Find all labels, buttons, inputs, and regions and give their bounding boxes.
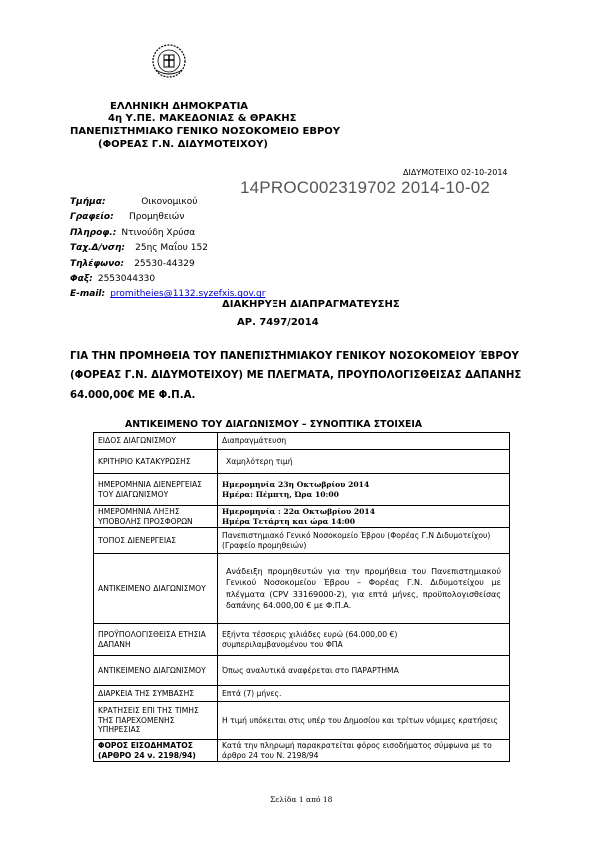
- contact-label: Τηλέφωνο:: [70, 258, 125, 269]
- place-date: ΔΙΔΥΜΟΤΕΙΧΟ 02-10-2014: [403, 168, 508, 177]
- contact-row: [70, 239, 265, 254]
- subject-line: 64.000,00€ ΜΕ Φ.Π.Α.: [70, 390, 196, 401]
- row-value-line: άρθρο 24 του Ν. 2198/94: [222, 750, 319, 760]
- table-row: [94, 656, 510, 686]
- table-row: [94, 554, 510, 624]
- protocol-stamp: 14PROC002319702 2014-10-02: [240, 178, 490, 197]
- row-value: [218, 474, 510, 506]
- table-row: [94, 702, 510, 740]
- row-value-line: Ημερομηνία 23η Οκτωβρίου 2014: [222, 480, 370, 490]
- subject-line: (ΦΟΡΕΑΣ Γ.Ν. ΔΙΔΥΜΟΤΕΙΧΟΥ) ΜΕ ΠΛΕΓΜΑΤΑ, ΠΡΟΥΠΟΛΟΓΙΣΘΕΙΣΑΣ ΔΑΠΑΝΗΣ: [70, 370, 522, 381]
- row-value: [218, 506, 510, 528]
- hospital-name: ΠΑΝΕΠΙΣΤΗΜΙΑΚΟ ΓΕΝΙΚΟ ΝΟΣΟΚΟΜΕΙΟ ΕΒΡΟΥ: [70, 126, 341, 137]
- contact-label: Ταχ.Δ/νση:: [70, 243, 125, 254]
- country-name: ΕΛΛΗΝΙΚΗ ΔΗΜΟΚΡΑΤΙΑ: [110, 101, 249, 112]
- row-value: [218, 740, 510, 762]
- row-key: ΠΡΟΫΠΟΛΟΓΙΣΘΕΙΣΑ ΕΤΗΣΙΑ ΔΑΠΑΝΗ: [94, 624, 218, 656]
- contact-value: Ντινούδη Χρύσα: [121, 227, 196, 238]
- contact-row: [70, 270, 265, 285]
- table-row: [94, 506, 510, 528]
- contact-label: Γραφείο:: [70, 212, 114, 223]
- row-value-line: Ημερομηνία : 22α Οκτωβρίου 2014: [222, 507, 376, 517]
- row-value-line: Πανεπιστημιακό Γενικό Νοσοκομείο Έβρου (Φορέας Γ.Ν Διδυμοτείχου): [222, 531, 491, 541]
- table-row: [94, 474, 510, 506]
- health-region: 4η Υ.ΠΕ. ΜΑΚΕΔΟΝΙΑΣ & ΘΡΑΚΗΣ: [108, 113, 297, 124]
- row-value: Όπως αναλυτικά αναφέρεται στο ΠΑΡΑΡΤΗΜΑ: [218, 656, 510, 686]
- row-value: Επτά (7) μήνες.: [218, 686, 510, 702]
- row-key: ΗΜΕΡΟΜΗΝΙΑ ΛΗΞΗΣ ΥΠΟΒΟΛΗΣ ΠΡΟΣΦΟΡΩΝ: [94, 506, 218, 528]
- hospital-entity: (ΦΟΡΕΑΣ Γ.Ν. ΔΙΔΥΜΟΤΕΙΧΟΥ): [98, 139, 268, 150]
- table-row: [94, 528, 510, 554]
- row-key: ΑΝΤΙΚΕΙΜΕΝΟ ΔΙΑΓΩΝΙΣΜΟΥ: [94, 656, 218, 686]
- contact-row: [70, 255, 265, 270]
- table-row: [94, 450, 510, 474]
- row-value-line: (Γραφείο προμηθειών): [222, 540, 307, 550]
- row-value-line: Ημέρα Τετάρτη και ώρα 14:00: [222, 516, 355, 526]
- summary-table: [93, 432, 510, 762]
- row-key-line: (ΑΡΘΡΟ 24 ν. 2198/94): [98, 750, 196, 760]
- page-number: Σελίδα 1 από 18: [270, 795, 333, 804]
- contact-value: 25ης Μαΐου 152: [135, 243, 208, 254]
- table-row: [94, 433, 510, 450]
- greek-emblem-icon: [150, 42, 188, 80]
- contact-label: Πληροφ.:: [70, 227, 117, 238]
- contact-row: [70, 193, 265, 208]
- announcement-number: ΑΡ. 7497/2014: [237, 317, 319, 328]
- row-key: ΚΡΙΤΗΡΙΟ ΚΑΤΑΚΥΡΩΣΗΣ: [94, 450, 218, 474]
- row-key: ΕΙΔΟΣ ΔΙΑΓΩΝΙΣΜΟΥ: [94, 433, 218, 450]
- contact-label: E-mail:: [70, 289, 106, 300]
- contact-label: Τμήμα:: [70, 197, 106, 207]
- row-value: Η τιμή υπόκειται στις υπέρ του Δημοσίου και τρίτων νόμιμες κρατήσεις: [218, 702, 510, 740]
- table-row: [94, 686, 510, 702]
- email-link[interactable]: promitheies@1132.syzefxis.gov.gr: [110, 289, 266, 300]
- subject-line: ΓΙΑ ΤΗΝ ΠΡΟΜΗΘΕΙΑ ΤΟΥ ΠΑΝΕΠΙΣΤΗΜΙΑΚΟΥ ΓΕΝΙΚΟΥ ΝΟΣΟΚΟΜΕΙΟΥ ΈΒΡΟΥ: [70, 351, 519, 362]
- contact-value: Οικονομικού: [141, 197, 198, 207]
- row-value-line: συμπεριλαμβανομένου του ΦΠΑ: [222, 639, 343, 649]
- row-key: ΤΟΠΟΣ ΔΙΕΝΕΡΓΕΙΑΣ: [94, 528, 218, 554]
- row-value-line: Κατά την πληρωμή παρακρατείται φόρος εισοδήματος σύμφωνα με το: [222, 741, 492, 751]
- row-value-line: Ημέρα: Πέμπτη, Ώρα 10:00: [222, 489, 339, 499]
- table-row: [94, 740, 510, 762]
- row-key: ΗΜΕΡΟΜΗΝΙΑ ΔΙΕΝΕΡΓΕΙΑΣ ΤΟΥ ΔΙΑΓΩΝΙΣΜΟΥ: [94, 474, 218, 506]
- contact-value: 2553044330: [97, 274, 156, 285]
- contact-row: [70, 224, 265, 239]
- table-row: [94, 624, 510, 656]
- table-title: ΑΝΤΙΚΕΙΜΕΝΟ ΤΟΥ ΔΙΑΓΩΝΙΣΜΟΥ – ΣΥΝΟΠΤΙΚΑ ΣΤΟΙΧΕΙΑ: [125, 419, 423, 430]
- row-key: ΚΡΑΤΗΣΕΙΣ ΕΠΙ ΤΗΣ ΤΙΜΗΣ ΤΗΣ ΠΑΡΕΧΟΜΕΝΗΣ ΥΠΗΡΕΣΙΑΣ: [94, 702, 218, 740]
- row-value: Διαπραγμάτευση: [218, 433, 510, 450]
- contact-label: Φαξ:: [70, 274, 93, 285]
- row-value: [218, 528, 510, 554]
- row-key: ΔΙΑΡΚΕΙΑ ΤΗΣ ΣΥΜΒΑΣΗΣ: [94, 686, 218, 702]
- row-value: Χαμηλότερη τιμή: [218, 450, 510, 474]
- row-value: Ανάδειξη προμηθευτών για την προμήθεια του Πανεπιστημιακού Γενικού Νοσοκομείου Έβρου – Φορέας Γ.Ν. Διδυμοτείχου με πλέγματα (CPV 33169000-2), για επτά μήνες, προϋπολογισθείσας δαπάνης 64.000,00 € με Φ.Π.Α.: [218, 554, 510, 624]
- contact-block: [70, 193, 265, 301]
- row-key-line: ΦΟΡΟΣ ΕΙΣΟΔΗΜΑΤΟΣ: [98, 741, 193, 751]
- row-value-line: Εξήντα τέσσερις χιλιάδες ευρώ (64.000,00 €): [222, 630, 398, 640]
- row-value: [218, 624, 510, 656]
- contact-value: 25530-44329: [134, 258, 195, 269]
- announcement-title: ΔΙΑΚΗΡΥΞΗ ΔΙΑΠΡΑΓΜΑΤΕΥΣΗΣ: [222, 299, 400, 310]
- contact-value: Προμηθειών: [128, 212, 185, 223]
- row-key: [94, 740, 218, 762]
- contact-row: [70, 208, 265, 223]
- row-key: ΑΝΤΙΚΕΙΜΕΝΟ ΔΙΑΓΩΝΙΣΜΟΥ: [94, 554, 218, 624]
